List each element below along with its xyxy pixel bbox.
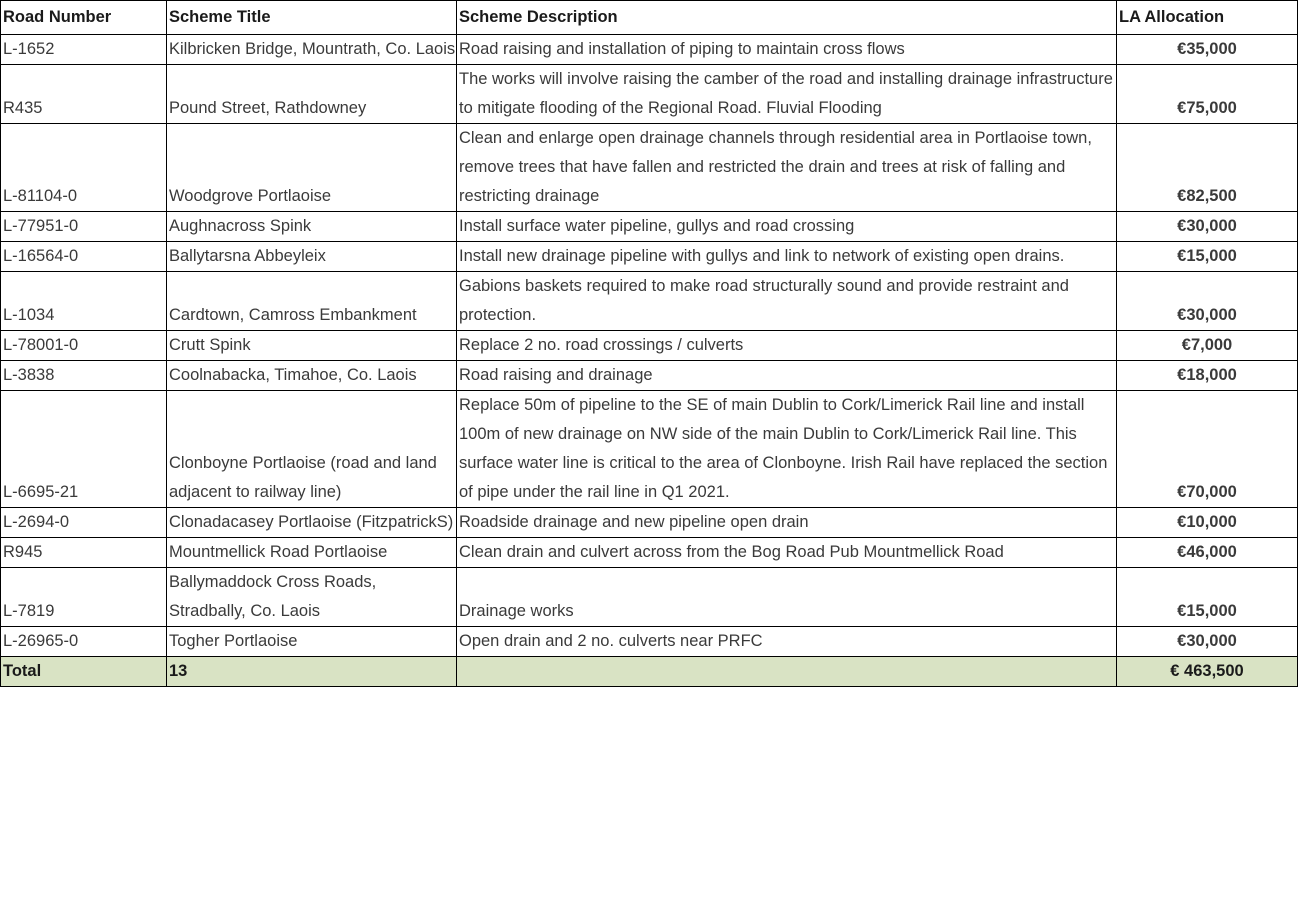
scheme-title-cell: Clonboyne Portlaoise (road and land adjacent to railway line)	[167, 391, 457, 508]
table-row	[1, 627, 1298, 657]
scheme-description-cell: Drainage works	[457, 568, 1117, 627]
allocation-cell: €30,000	[1117, 212, 1298, 242]
allocation-cell: €15,000	[1117, 242, 1298, 272]
scheme-description-cell: Install surface water pipeline, gullys and road crossing	[457, 212, 1117, 242]
allocation-cell: €10,000	[1117, 508, 1298, 538]
scheme-description-cell: Open drain and 2 no. culverts near PRFC	[457, 627, 1117, 657]
scheme-title-cell: Ballymaddock Cross Roads, Stradbally, Co. Laois	[167, 568, 457, 627]
road-number-cell: L-1034	[1, 272, 167, 331]
road-number-cell: L-6695-21	[1, 391, 167, 508]
table-row	[1, 538, 1298, 568]
scheme-description-cell: Replace 50m of pipeline to the SE of main Dublin to Cork/Limerick Rail line and install 100m of new drainage on NW side of the main Dublin to Cork/Limerick Rail line. This surface water line is critical to the area of Clonboyne. Irish Rail have replaced the section of pipe under the rail line in Q1 2021.	[457, 391, 1117, 508]
scheme-title-cell: Coolnabacka, Timahoe, Co. Laois	[167, 361, 457, 391]
road-number-cell: R435	[1, 65, 167, 124]
allocation-cell: €18,000	[1117, 361, 1298, 391]
road-number-cell: R945	[1, 538, 167, 568]
allocation-cell: €35,000	[1117, 35, 1298, 65]
allocation-cell: €75,000	[1117, 65, 1298, 124]
road-number-cell: L-16564-0	[1, 242, 167, 272]
table-row	[1, 508, 1298, 538]
table-row	[1, 331, 1298, 361]
road-number-cell: L-1652	[1, 35, 167, 65]
scheme-title-cell: Woodgrove Portlaoise	[167, 124, 457, 212]
header-scheme-title: Scheme Title	[167, 1, 457, 35]
scheme-title-cell: Aughnacross Spink	[167, 212, 457, 242]
scheme-description-cell: Replace 2 no. road crossings / culverts	[457, 331, 1117, 361]
allocation-cell: €7,000	[1117, 331, 1298, 361]
road-number-cell: L-77951-0	[1, 212, 167, 242]
scheme-description-cell: Clean drain and culvert across from the Bog Road Pub Mountmellick Road	[457, 538, 1117, 568]
table-row	[1, 35, 1298, 65]
header-road-number: Road Number	[1, 1, 167, 35]
total-allocation: € 463,500	[1117, 657, 1298, 687]
table-row	[1, 212, 1298, 242]
road-number-cell: L-81104-0	[1, 124, 167, 212]
table-body	[1, 35, 1298, 687]
scheme-title-cell: Cardtown, Camross Embankment	[167, 272, 457, 331]
allocation-cell: €30,000	[1117, 272, 1298, 331]
allocation-cell: €30,000	[1117, 627, 1298, 657]
allocation-cell: €82,500	[1117, 124, 1298, 212]
header-scheme-description: Scheme Description	[457, 1, 1117, 35]
scheme-description-cell: Road raising and drainage	[457, 361, 1117, 391]
table-row	[1, 391, 1298, 508]
allocation-cell: €70,000	[1117, 391, 1298, 508]
total-row	[1, 657, 1298, 687]
road-number-cell: L-2694-0	[1, 508, 167, 538]
scheme-description-cell: Clean and enlarge open drainage channels through residential area in Portlaoise town, remove trees that have fallen and restricted the drain and trees at risk of falling and restricting drainage	[457, 124, 1117, 212]
scheme-description-cell: The works will involve raising the camber of the road and installing drainage infrastructure to mitigate flooding of the Regional Road. Fluvial Flooding	[457, 65, 1117, 124]
scheme-description-cell: Install new drainage pipeline with gullys and link to network of existing open drains.	[457, 242, 1117, 272]
scheme-title-cell: Clonadacasey Portlaoise (FitzpatrickS)	[167, 508, 457, 538]
road-number-cell: L-78001-0	[1, 331, 167, 361]
table-row	[1, 65, 1298, 124]
road-number-cell: L-7819	[1, 568, 167, 627]
table-row	[1, 272, 1298, 331]
table-row	[1, 242, 1298, 272]
total-description	[457, 657, 1117, 687]
scheme-title-cell: Mountmellick Road Portlaoise	[167, 538, 457, 568]
scheme-title-cell: Crutt Spink	[167, 331, 457, 361]
scheme-description-cell: Gabions baskets required to make road structurally sound and provide restraint and protection.	[457, 272, 1117, 331]
road-number-cell: L-26965-0	[1, 627, 167, 657]
header-row	[1, 1, 1298, 35]
allocation-cell: €15,000	[1117, 568, 1298, 627]
allocation-cell: €46,000	[1117, 538, 1298, 568]
scheme-title-cell: Togher Portlaoise	[167, 627, 457, 657]
table-row	[1, 361, 1298, 391]
total-label: Total	[1, 657, 167, 687]
scheme-description-cell: Roadside drainage and new pipeline open drain	[457, 508, 1117, 538]
scheme-title-cell: Kilbricken Bridge, Mountrath, Co. Laois	[167, 35, 457, 65]
header-la-allocation: LA Allocation	[1117, 1, 1298, 35]
table-row	[1, 124, 1298, 212]
scheme-title-cell: Ballytarsna Abbeyleix	[167, 242, 457, 272]
road-number-cell: L-3838	[1, 361, 167, 391]
scheme-title-cell: Pound Street, Rathdowney	[167, 65, 457, 124]
table-header	[1, 1, 1298, 35]
scheme-description-cell: Road raising and installation of piping to maintain cross flows	[457, 35, 1117, 65]
total-count: 13	[167, 657, 457, 687]
table-row	[1, 568, 1298, 627]
